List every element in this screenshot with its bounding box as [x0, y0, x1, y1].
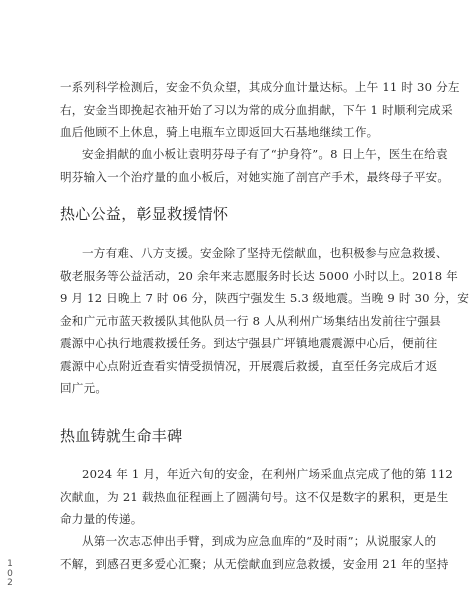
text-line: 2024 年 1 月，年近六旬的安金，在利州广场采血点完成了他的第 112 — [82, 467, 453, 481]
paragraph-donation-process — [60, 76, 460, 144]
page-number — [6, 560, 14, 589]
section-heading-life-monument: 热血铸就生命丰碑 — [60, 427, 183, 445]
paragraph-112th-donation — [60, 463, 453, 531]
page-number-digit: 1 — [7, 559, 13, 569]
text-line: 次献血，为 21 载热血征程画上了圆满句号。这不仅是数字的累积，更是生 — [60, 489, 449, 504]
text-line: 命力量的传递。 — [60, 512, 143, 526]
text-line: 一系列科学检测后，安金不负众望，其成分血计量达标。上午 11 时 30 分左 — [60, 80, 460, 94]
text-line: 金和广元市蓝天救援队其他队员一行 8 人从利州广场集结出发前往宁强县 — [60, 313, 441, 328]
text-line: 9 月 12 日晚上 7 时 06 分，陕西宁强发生 5.3 级地震。当晚 9 时 30 分，安 — [60, 291, 469, 305]
paragraph-earthquake-rescue — [60, 242, 469, 400]
text-line: 一方有难、八方支援。安金除了坚持无偿献血，也积极参与应急救援、 — [82, 246, 448, 260]
text-line: 血后他顾不上休息，骑上电瓶车立即返回大石基地继续工作。 — [60, 125, 379, 139]
page-number-digit: 0 — [7, 568, 13, 579]
section-heading-public-welfare: 热心公益，彰显救援情怀 — [60, 205, 229, 223]
text-line: 敬老服务等公益活动，20 余年来志愿服务时长达 5000 小时以上。2018 年 — [60, 268, 458, 283]
text-line: 回广元。 — [60, 381, 108, 395]
text-line: 从第一次志忑伸出手臂，到成为应急血库的“及时雨”；从说服家人的 — [82, 534, 437, 548]
text-line: 右，安金当即挽起衣袖开始了习以为常的成分血捐献，下午 1 时顺利完成采 — [60, 102, 453, 117]
text-line: 安金捐献的血小板让袁明芬母子有了“护身符”。8 日上午，医生在给袁 — [82, 147, 448, 161]
text-line: 不解，到感召更多爱心汇聚；从无偿献血到应急救援，安金用 21 年的坚持 — [60, 556, 449, 571]
text-line: 明芬输入一个治疗量的血小板后，对她实施了剖宫产手术，最终母子平安。 — [60, 169, 450, 184]
page-number-digit: 2 — [7, 578, 13, 588]
text-line: 震源中心执行地震救援任务。到达宁强县广坪镇地震震源中心后，便前往 — [60, 336, 438, 350]
paragraph-21-years-persistence — [60, 530, 449, 575]
paragraph-mother-child-safe — [60, 143, 450, 188]
text-line: 震源中心点附近查看实情受损情况，开展震后救援，直至任务完成后才返 — [60, 358, 438, 373]
